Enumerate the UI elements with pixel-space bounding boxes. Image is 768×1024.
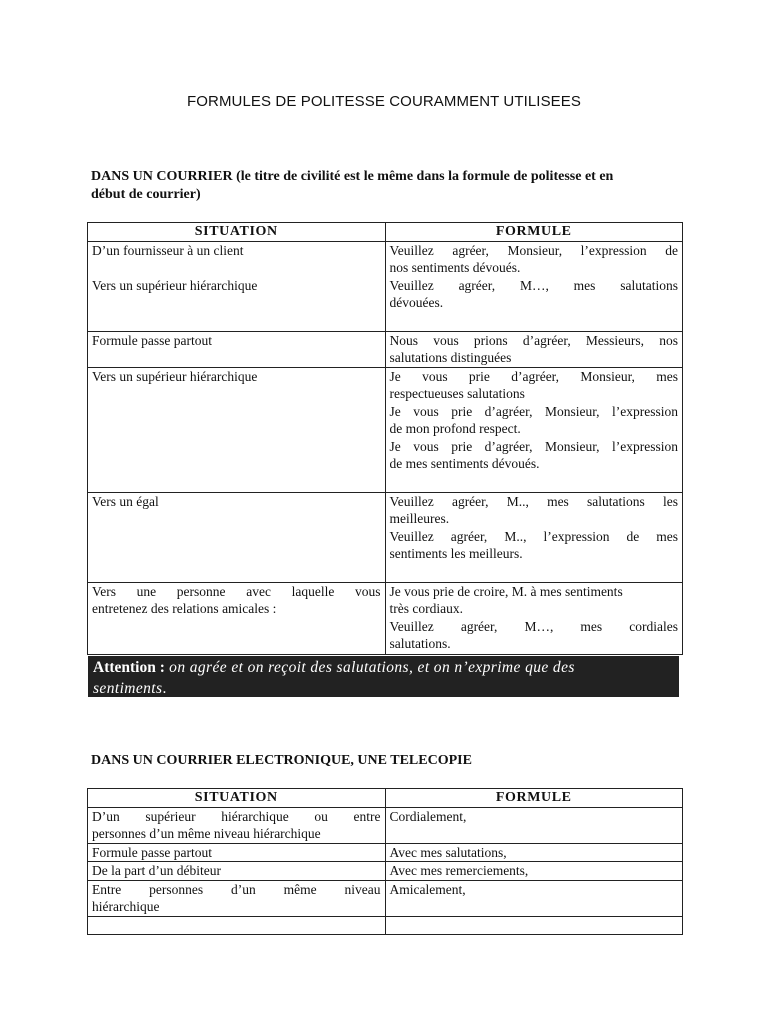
- situation-text: D’un fournisseur à un client: [92, 242, 244, 258]
- formule-text: nos sentiments dévoués.: [389, 260, 521, 275]
- table-row: [88, 331, 683, 367]
- table-row: [88, 843, 683, 862]
- formule-text: Veuillez agréer, Monsieur, l’expression de: [389, 242, 678, 258]
- situation-text: De la part d’un débiteur: [92, 863, 221, 878]
- formule-text: salutations distinguées: [389, 350, 512, 365]
- formule-text: Cordialement,: [389, 808, 467, 824]
- formule-cell: [385, 367, 683, 492]
- section-heading-line-1: DANS UN COURRIER (le titre de civilité est le même dans la formule de politesse et en: [91, 169, 614, 184]
- table-row: [88, 582, 683, 654]
- attention-label: Attention :: [93, 659, 165, 676]
- column-header-situation: SITUATION: [88, 789, 386, 808]
- formule-cell: [385, 862, 683, 881]
- attention-text-end: .: [162, 680, 167, 697]
- situation-text: D’un supérieur hiérarchique ou entre: [92, 808, 381, 824]
- table-row: [88, 241, 683, 331]
- situation-text: entretenez des relations amicales :: [92, 601, 277, 616]
- formule-text: Je vous prie de croire, M. à mes sentiments: [389, 583, 623, 599]
- situation-cell: [88, 582, 386, 654]
- table-row: [88, 880, 683, 916]
- situation-text: Formule passe partout: [92, 844, 212, 860]
- formule-text: Je vous prie d’agréer, Monsieur, l’expression: [389, 403, 678, 419]
- formule-text: Je vous prie d’agréer, Monsieur, mes: [389, 368, 678, 384]
- formule-text: Avec mes salutations,: [389, 844, 507, 860]
- formule-text: Avec mes remerciements,: [389, 863, 529, 878]
- attention-note: [88, 656, 679, 697]
- situation-text: Vers une personne avec laquelle vous: [92, 583, 381, 599]
- column-header-situation: SITUATION: [88, 223, 386, 242]
- formule-text: sentiments les meilleurs.: [389, 546, 523, 561]
- column-header-formule: FORMULE: [385, 789, 683, 808]
- formule-text: Veuillez agréer, M…, mes cordiales: [389, 618, 678, 634]
- situation-cell: [88, 492, 386, 582]
- attention-text-continued: sentiments: [93, 680, 163, 697]
- situation-text: hiérarchique: [92, 899, 160, 914]
- formule-cell: [385, 331, 683, 367]
- page-title: FORMULES DE POLITESSE COURAMMENT UTILISEES: [187, 93, 581, 110]
- situation-cell: [88, 880, 386, 916]
- situation-cell: [88, 843, 386, 862]
- formule-text: Nous vous prions d’agréer, Messieurs, nos: [389, 332, 678, 348]
- situation-cell: [88, 862, 386, 881]
- formule-cell: [385, 807, 683, 843]
- formule-cell: [385, 582, 683, 654]
- situation-text: Formule passe partout: [92, 332, 212, 348]
- situation-text: Vers un supérieur hiérarchique: [92, 368, 258, 384]
- table-header-row: [88, 789, 683, 808]
- formule-text: meilleures.: [389, 511, 450, 526]
- situation-text: Vers un égal: [92, 493, 159, 509]
- table-header-row: [88, 223, 683, 242]
- table-row: [88, 492, 683, 582]
- formule-text: Veuillez agréer, M.., l’expression de mes: [389, 528, 678, 544]
- formule-cell: [385, 241, 683, 331]
- section-heading-courrier-electronique: DANS UN COURRIER ELECTRONIQUE, UNE TELECOPIE: [91, 753, 472, 768]
- table-row: [88, 916, 683, 934]
- table-row: [88, 862, 683, 881]
- formule-text: de mes sentiments dévoués.: [389, 456, 540, 471]
- formule-text: salutations.: [389, 636, 451, 651]
- situation-cell: [88, 807, 386, 843]
- situation-cell: [88, 916, 386, 934]
- formule-cell: [385, 880, 683, 916]
- courrier-formules-table: [87, 222, 683, 655]
- situation-cell: [88, 331, 386, 367]
- formule-text: Veuillez agréer, M.., mes salutations les: [389, 493, 678, 509]
- attention-text: on agrée et on reçoit des salutations, et on n’exprime que des: [164, 659, 575, 676]
- formule-cell: [385, 843, 683, 862]
- formule-cell: [385, 492, 683, 582]
- formule-text: respectueuses salutations: [389, 386, 525, 401]
- situation-cell: [88, 241, 386, 331]
- section-heading-line-2: début de courrier): [91, 187, 201, 202]
- section-heading-courrier: [91, 168, 683, 204]
- formule-text: Je vous prie d’agréer, Monsieur, l’expression: [389, 438, 678, 454]
- table-row: [88, 367, 683, 492]
- formule-text: Veuillez agréer, M…, mes salutations: [389, 277, 678, 293]
- formule-text: dévouées.: [389, 295, 444, 310]
- situation-cell: [88, 367, 386, 492]
- formule-text: Amicalement,: [389, 881, 466, 897]
- situation-text: personnes d’un même niveau hiérarchique: [92, 826, 321, 841]
- situation-text: Vers un supérieur hiérarchique: [92, 277, 258, 293]
- table-row: [88, 807, 683, 843]
- formule-text: très cordiaux.: [389, 601, 463, 616]
- column-header-formule: FORMULE: [385, 223, 683, 242]
- formule-cell: [385, 916, 683, 934]
- courrier-electronique-table: [87, 788, 683, 935]
- formule-text: de mon profond respect.: [389, 421, 521, 436]
- situation-text: Entre personnes d’un même niveau: [92, 881, 381, 897]
